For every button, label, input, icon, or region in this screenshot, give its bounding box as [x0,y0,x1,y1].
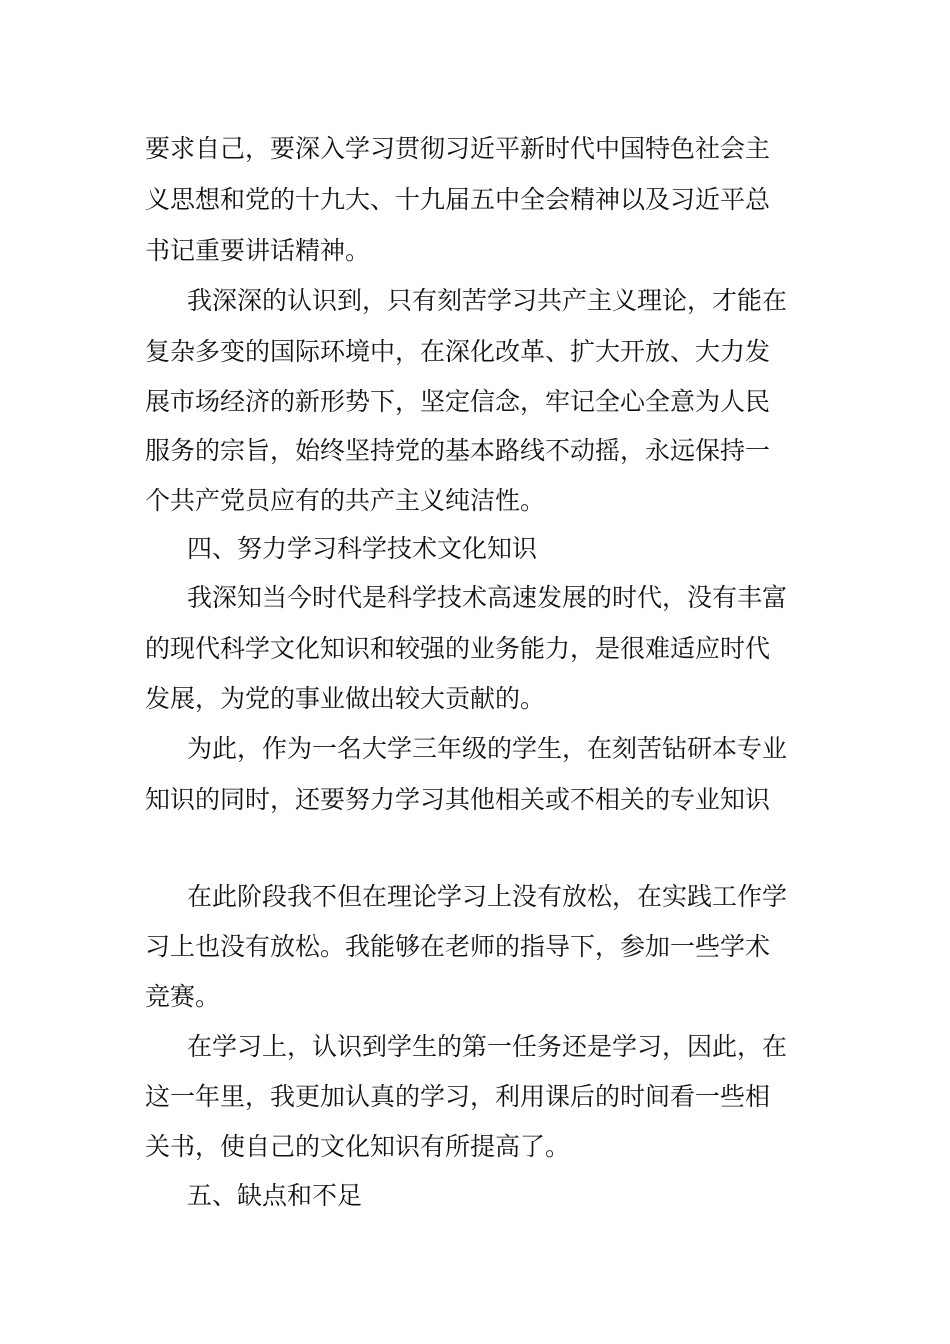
text-line: 为此，作为一名大学三年级的学生，在刻苦钻研本专业 [187,734,788,763]
section-heading: 四、努力学习科学技术文化知识 [187,534,538,563]
text-line: 书记重要讲话精神。 [145,236,371,265]
text-line: 在学习上，认识到学生的第一任务还是学习，因此，在 [187,1032,788,1061]
text-line: 展市场经济的新形势下，坚定信念，牢记全心全意为人民 [145,387,771,416]
text-line: 我深深的认识到，只有刻苦学习共产主义理论，才能在 [187,286,788,315]
text-line: 复杂多变的国际环境中，在深化改革、扩大开放、大力发 [145,337,771,366]
text-line: 义思想和党的十九大、十九届五中全会精神以及习近平总 [145,185,771,214]
text-line: 个共产党员应有的共产主义纯洁性。 [145,486,546,515]
text-line: 发展，为党的事业做出较大贡献的。 [145,684,546,713]
text-line: 要求自己，要深入学习贯彻习近平新时代中国特色社会主 [145,134,771,163]
text-line: 在此阶段我不但在理论学习上没有放松，在实践工作学 [187,882,788,911]
text-line: 这一年里，我更加认真的学习，利用课后的时间看一些相 [145,1082,771,1111]
text-line: 关书，使自己的文化知识有所提高了。 [145,1132,571,1161]
text-line: 习上也没有放松。我能够在老师的指导下，参加一些学术 [145,932,771,961]
text-line: 服务的宗旨，始终坚持党的基本路线不动摇，永远保持一 [145,436,771,465]
section-heading: 五、缺点和不足 [187,1181,363,1210]
text-line: 知识的同时，还要努力学习其他相关或不相关的专业知识 [145,785,771,814]
text-line: 我深知当今时代是科学技术高速发展的时代，没有丰富 [187,583,788,612]
text-line: 竞赛。 [145,982,221,1011]
text-line: 的现代科学文化知识和较强的业务能力，是很难适应时代 [145,634,771,663]
